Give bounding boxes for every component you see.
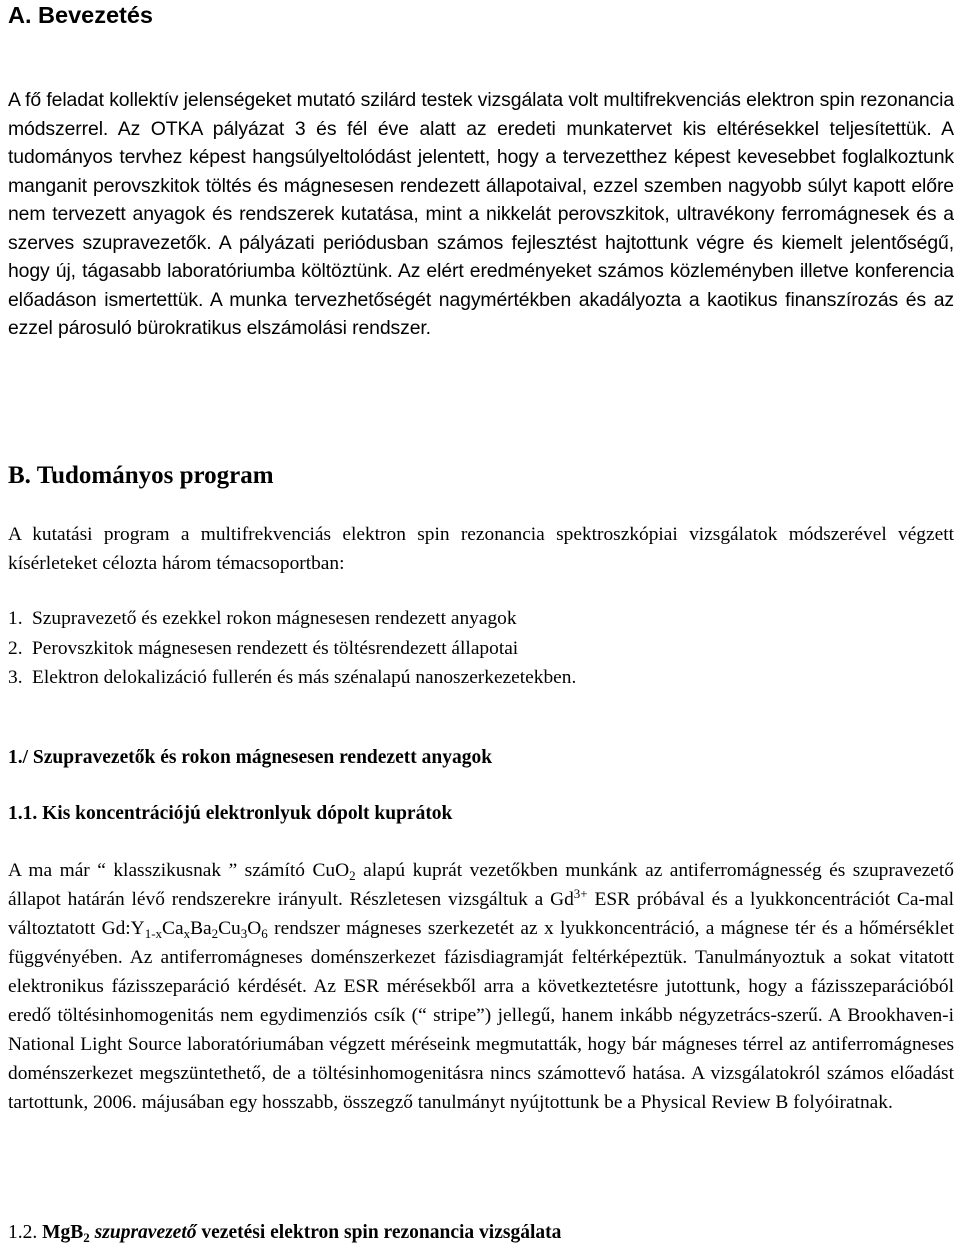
section-1-1-heading: 1.1. Kis koncentrációjú elektronlyuk dópolt kuprátok: [8, 803, 453, 824]
list-item: 1. Szupravezető és ezekkel rokon mágnesesen rendezett anyagok: [8, 608, 517, 629]
section-a-paragraph: A fő feladat kollektív jelenségeket mutató szilárd testek vizsgálata volt multifrekvenciás elektron spin rezonancia módszerrel. Az OTKA pályázat 3 és fél éve alatt az eredeti munkatervet kis eltérésekkel teljesítettük. A tudományos tervhez képest hangsúlyeltolódást jelentett, hogy a tervezetthez képest kevesebbet foglalkoztunk manganit perovszkitok töltés és mágnesesen rendezett állapotaival, ezzel szemben nagyobb súlyt kapott előre nem tervezett anyagok és rendszerek kutatása, mint a nikkelát perovszkitok, ultravékony ferromágnesek és a szerves szupravezetők. A pályázati periódusban számos fejlesztést hajtottunk végre és kiemelt jelentőségű, hogy új, tágasabb laboratóriumba költöztünk. Az elért eredményeket számos közleményben illetve konferencia előadáson ismertettük. A munka tervezhetőségét nagymértékben akadályozta a kaotikus finanszírozás és az ezzel párosuló bürokratikus elszámolási rendszer.: [8, 89, 954, 339]
list-item: 3. Elektron delokalizáció fullerén és más szénalapú nanoszerkezetekben.: [8, 667, 577, 688]
section-b-intro: A kutatási program a multifrekvenciás elektron spin rezonancia spektroszkópiai vizsgálatok módszerével végzett kísérleteket célozta három témacsoportban:: [8, 524, 954, 574]
section-a-heading: A. Bevezetés: [8, 2, 153, 28]
section-1-heading: 1./ Szupravezetők és rokon mágnesesen rendezett anyagok: [8, 747, 493, 768]
program-list: [8, 604, 954, 693]
section-1-1-paragraph: A ma már “ klasszikusnak ” számító CuO$_2$ alapú kuprát vezetőkben munkánk az antiferromágnesség és szupravezető állapot határán lévő rendszerekre irányult. Részletesen vizsgáltuk a $Gd^{3+}$ ESR próbával és a lyukkoncentrációt Ca-mal változtatott $Gd:Y_{1-x}Ca_xBa_2Cu_3O_6$ rendszer mágneses szerkezetét az x lyukkoncentráció, a mágnese tér és a hőmérséklet függvényében. Az antiferromágneses doménszerkezet fázisdiagramját feltérképeztük. Tanulmányoztuk a sokat vitatott elektronikus fázisszeparáció kérdését. Az ESR mérésekből arra a következtetésre jutottunk, hogy a fázisszeparációból eredő töltésinhomogenitás nem egydimenziós csík (“ stripe”) jellegű, hanem inkább négyzetrács-szerű. A Brookhaven-i National Light Source laboratóriumában végzett méréseink megmutatták, hogy bár mágneses térrel az antiferromágneses doménszerkezet megszüntethető, de a töltésinhomogenitásra nincs számottevő hatása. A vizsgálatokról számos előadást tartottunk, 2006. májusában egy hosszabb, összegző tanulmányt nyújtottunk be a Physical Review B folyóiratnak.: [8, 860, 955, 1113]
section-1-2-heading: 1.2. MgB$_2$ szupravezető vezetési elektron spin rezonancia vizsgálata: [8, 1222, 562, 1245]
list-item: 2. Perovszkitok mágnesesen rendezett és töltésrendezett állapotai: [8, 637, 519, 659]
section-b-heading: B. Tudományos program: [8, 462, 274, 489]
